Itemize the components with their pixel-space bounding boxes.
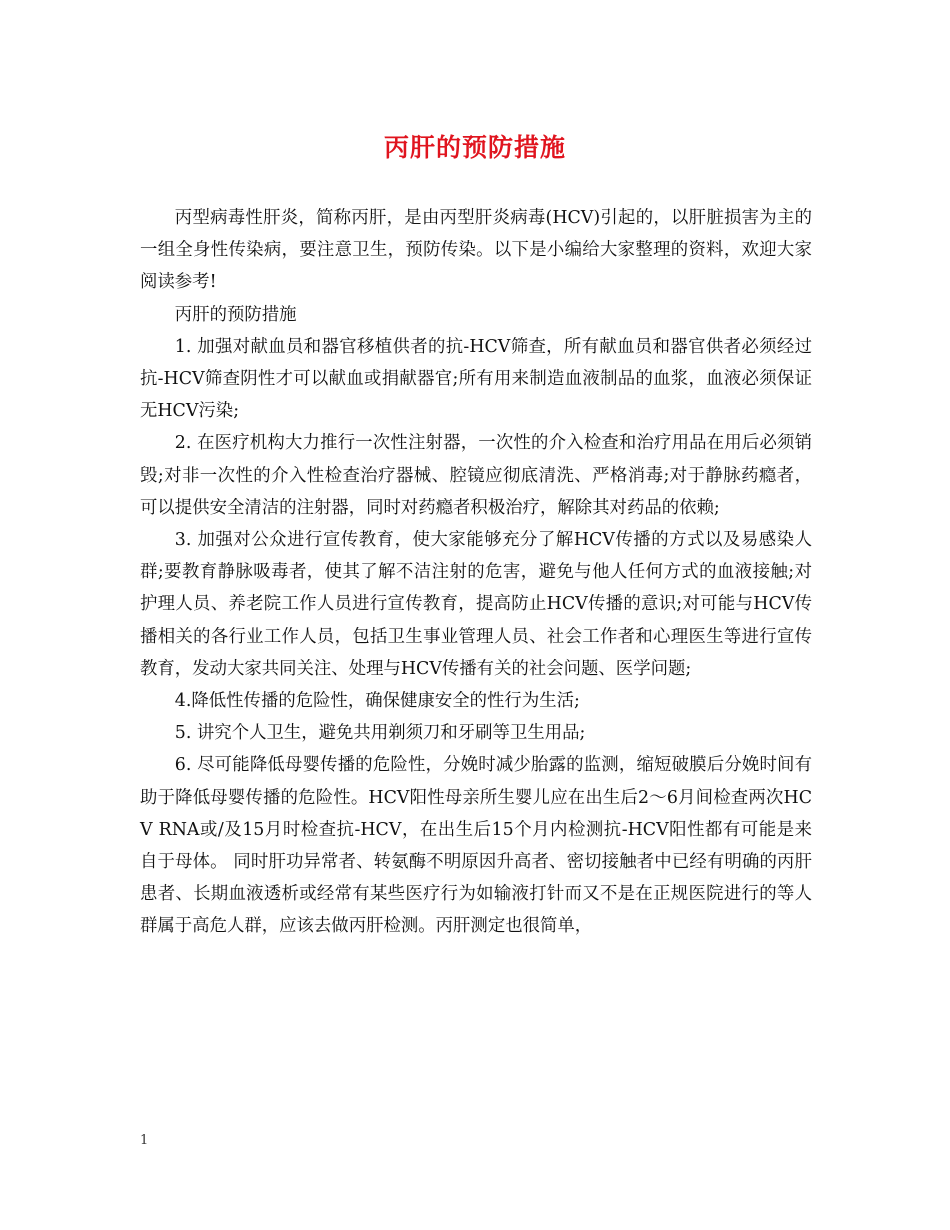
paragraph-section-heading: 丙肝的预防措施 bbox=[174, 304, 297, 325]
document-title: 丙肝的预防措施 bbox=[383, 133, 566, 162]
paragraph-item-6: 6. 尽可能降低母婴传播的危险性，分娩时减少胎露的监测，缩短破膜后分娩时间有助于降低母婴传播的危险性。HCV阳性母亲所生婴儿应在出生后2～6月间检查两次HCV RNA或/及15月时检查抗-HCV，在出生后15个月内检测抗-HCV阳性都有可能是来自于母体。 同时肝功异常者、转氨酶不明原因升高者、密切接触者中已经有明确的丙肝患者、长期血液透析或经常有某些医疗行为如输液打针而又不是在正规医院进行的等人群属于高危人群，应该去做丙肝检测。丙肝测定也很简单， bbox=[140, 755, 812, 937]
paragraph-item-4: 4.降低性传播的危险性，确保健康安全的性行为生活; bbox=[174, 691, 580, 712]
paragraph-intro: 丙型病毒性肝炎，简称丙肝，是由丙型肝炎病毒(HCV)引起的，以肝脏损害为主的一组全身性传染病，要注意卫生，预防传染。以下是小编给大家整理的资料，欢迎大家阅读参考! bbox=[140, 208, 812, 293]
paragraph-item-2: 2. 在医疗机构大力推行一次性注射器，一次性的介入检查和治疗用品在用后必须销毁;对非一次性的介入性检查治疗器械、腔镜应彻底清洗、严格消毒;对于静脉药瘾者，可以提供安全清洁的注射器，同时对药瘾者积极治疗，解除其对药品的依赖; bbox=[140, 433, 812, 518]
document-body bbox=[140, 202, 812, 943]
paragraph-item-3: 3. 加强对公众进行宣传教育，使大家能够充分了解HCV传播的方式以及易感染人群;要教育静脉吸毒者，使其了解不洁注射的危害，避免与他人任何方式的血液接触;对护理人员、养老院工作人员进行宣传教育，提高防止HCV传播的意识;对可能与HCV传播相关的各行业工作人员，包括卫生事业管理人员、社会工作者和心理医生等进行宣传教育，发动大家共同关注、处理与HCV传播有关的社会问题、医学问题; bbox=[140, 530, 812, 679]
paragraph-item-1: 1. 加强对献血员和器官移植供者的抗-HCV筛查，所有献血员和器官供者必须经过抗-HCV筛查阴性才可以献血或捐献器官;所有用来制造血液制品的血浆，血液必须保证无HCV污染; bbox=[140, 336, 812, 422]
paragraph-item-5: 5. 讲究个人卫生，避免共用剃须刀和牙刷等卫生用品; bbox=[174, 723, 586, 744]
page-number: 1 bbox=[140, 1133, 149, 1148]
